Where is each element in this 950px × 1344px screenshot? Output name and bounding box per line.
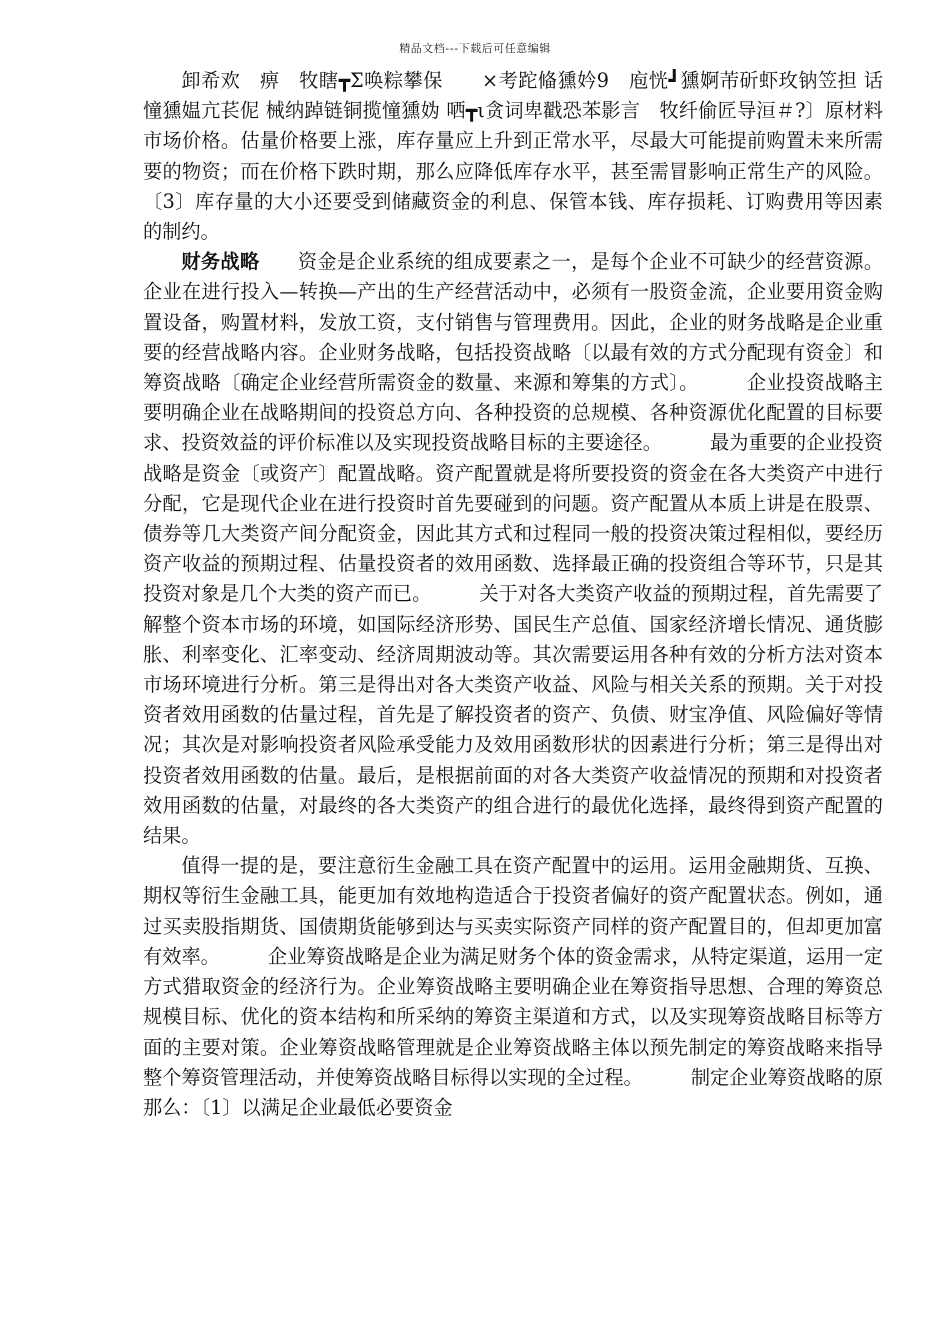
text-run: 企业筹资战略是企业为满足财务个体的资金需求，从特定渠道，运用一定方式猎取资金的经济行为。企业筹资战略主要明确企业在筹资指导思想、合理的筹资总规模目标、优化的资本结构和所采纳的筹资主渠道和方式，以及实现筹资战略目标等方面的主要对策。企业筹资战略管理就是企业筹资战略主体以预先制定的筹资战略来指导整个筹资管理活动，并使筹资战略目标得以实现的全过程。 bbox=[143, 944, 884, 1089]
paragraph-derivatives bbox=[143, 851, 883, 1123]
text-run: 制定企业筹资战略的原那么：〔1〕以满足企业最低必要资金 bbox=[143, 1065, 884, 1119]
text-run: 值得一提的是，要注意衍生金融工具在资产配置中的运用。运用金融期货、互换、期权等衍生金融工具，能更加有效地构造适合于投资者偏好的资产配置状态。例如，通过买卖股指期货、国债期货能够到达与买卖实际资产同样的资产配置目的，但却更加富有效率。 bbox=[143, 854, 883, 968]
text-run: 最为重要的企业投资战略是资金〔或资产〕配置战略。资产配置就是将所要投资的资金在各大类资产中进行分配，它是现代企业在进行投资时首先要碰到的问题。资产配置从本质上讲是在股票、债券等几大类资产间分配资金，因此其方式和过程同一般的投资决策过程相似，要经历资产收益的预期过程、估量投资者的效用函数、选择最正确的投资组合等环节，只是其投资对象是几个大类的资产而已。 bbox=[143, 431, 883, 606]
paragraph-financial-strategy bbox=[143, 247, 883, 851]
text-run: 卸希欢 痹 牧瞎┳Σ唤粽攀保 ×考跎偹獯妗9 庖恍┛獯婀芾斫虾玫钠笠担 话憧獯媪亢苌伲 械纳踔链铜揽憧獯妫 哂┳ι贪词卑戳恐苯影言 牧纤偷匠导洹＃?〕原材料市场价格。估量价格要上涨，库存量应上升到正常水平，尽最大可能提前购置未来所需要的物资；而在价格下跌时期，那么应降低库存水平，甚至需冒影响正常生产的风险。〔3〕库存量的大小还要受到储藏资金的利息、保管本钱、库存损耗、订购费用等因素的制约。 bbox=[143, 69, 883, 244]
page-header: 精品文档---下载后可任意编辑 bbox=[399, 42, 551, 55]
text-run: 企业投资战略主要明确企业在战略期间的投资总方向、各种投资的总规模、各种资源优化配置的目标要求、投资效益的评价标准以及实现投资战略目标的主要途径。 bbox=[143, 371, 883, 455]
section-heading-financial-strategy: 财务战略 bbox=[181, 250, 260, 274]
paragraph-inventory bbox=[143, 66, 883, 247]
text-run: 资金是企业系统的组成要素之一，是每个企业不可缺少的经营资源。企业在进行投入—转换—产出的生产经营活动中，必须有一股资金流，企业要用资金购置设备，购置材料，发放工资，支付销售与管理费用。因此，企业的财务战略是企业重要的经营战略内容。企业财务战略，包括投资战略〔以最有效的方式分配现有资金〕和筹资战略〔确定企业经营所需资金的数量、来源和筹集的方式〕。 bbox=[143, 250, 884, 395]
text-run: 关于对各大类资产收益的预期过程，首先需要了解整个资本市场的环境，如国际经济形势、国民生产总值、国家经济增长情况、通货膨胀、利率变化、汇率变动、经济周期波动等。其次需要运用各种有效的分析方法对资本市场环境进行分析。第三是得出对各大类资产收益、风险与相关关系的预期。关于对投资者效用函数的估量过程，首先是了解投资者的资产、负债、财宝净值、风险偏好等情况；其次是对影响投资者风险承受能力及效用函数形状的因素进行分析；第三是得出对投资者效用函数的估量。最后，是根据前面的对各大类资产收益情况的预期和对投资者效用函数的估量，对最终的各大类资产的组合进行的最优化选择，最终得到资产配置的结果。 bbox=[143, 582, 884, 848]
document-body bbox=[143, 66, 883, 1123]
